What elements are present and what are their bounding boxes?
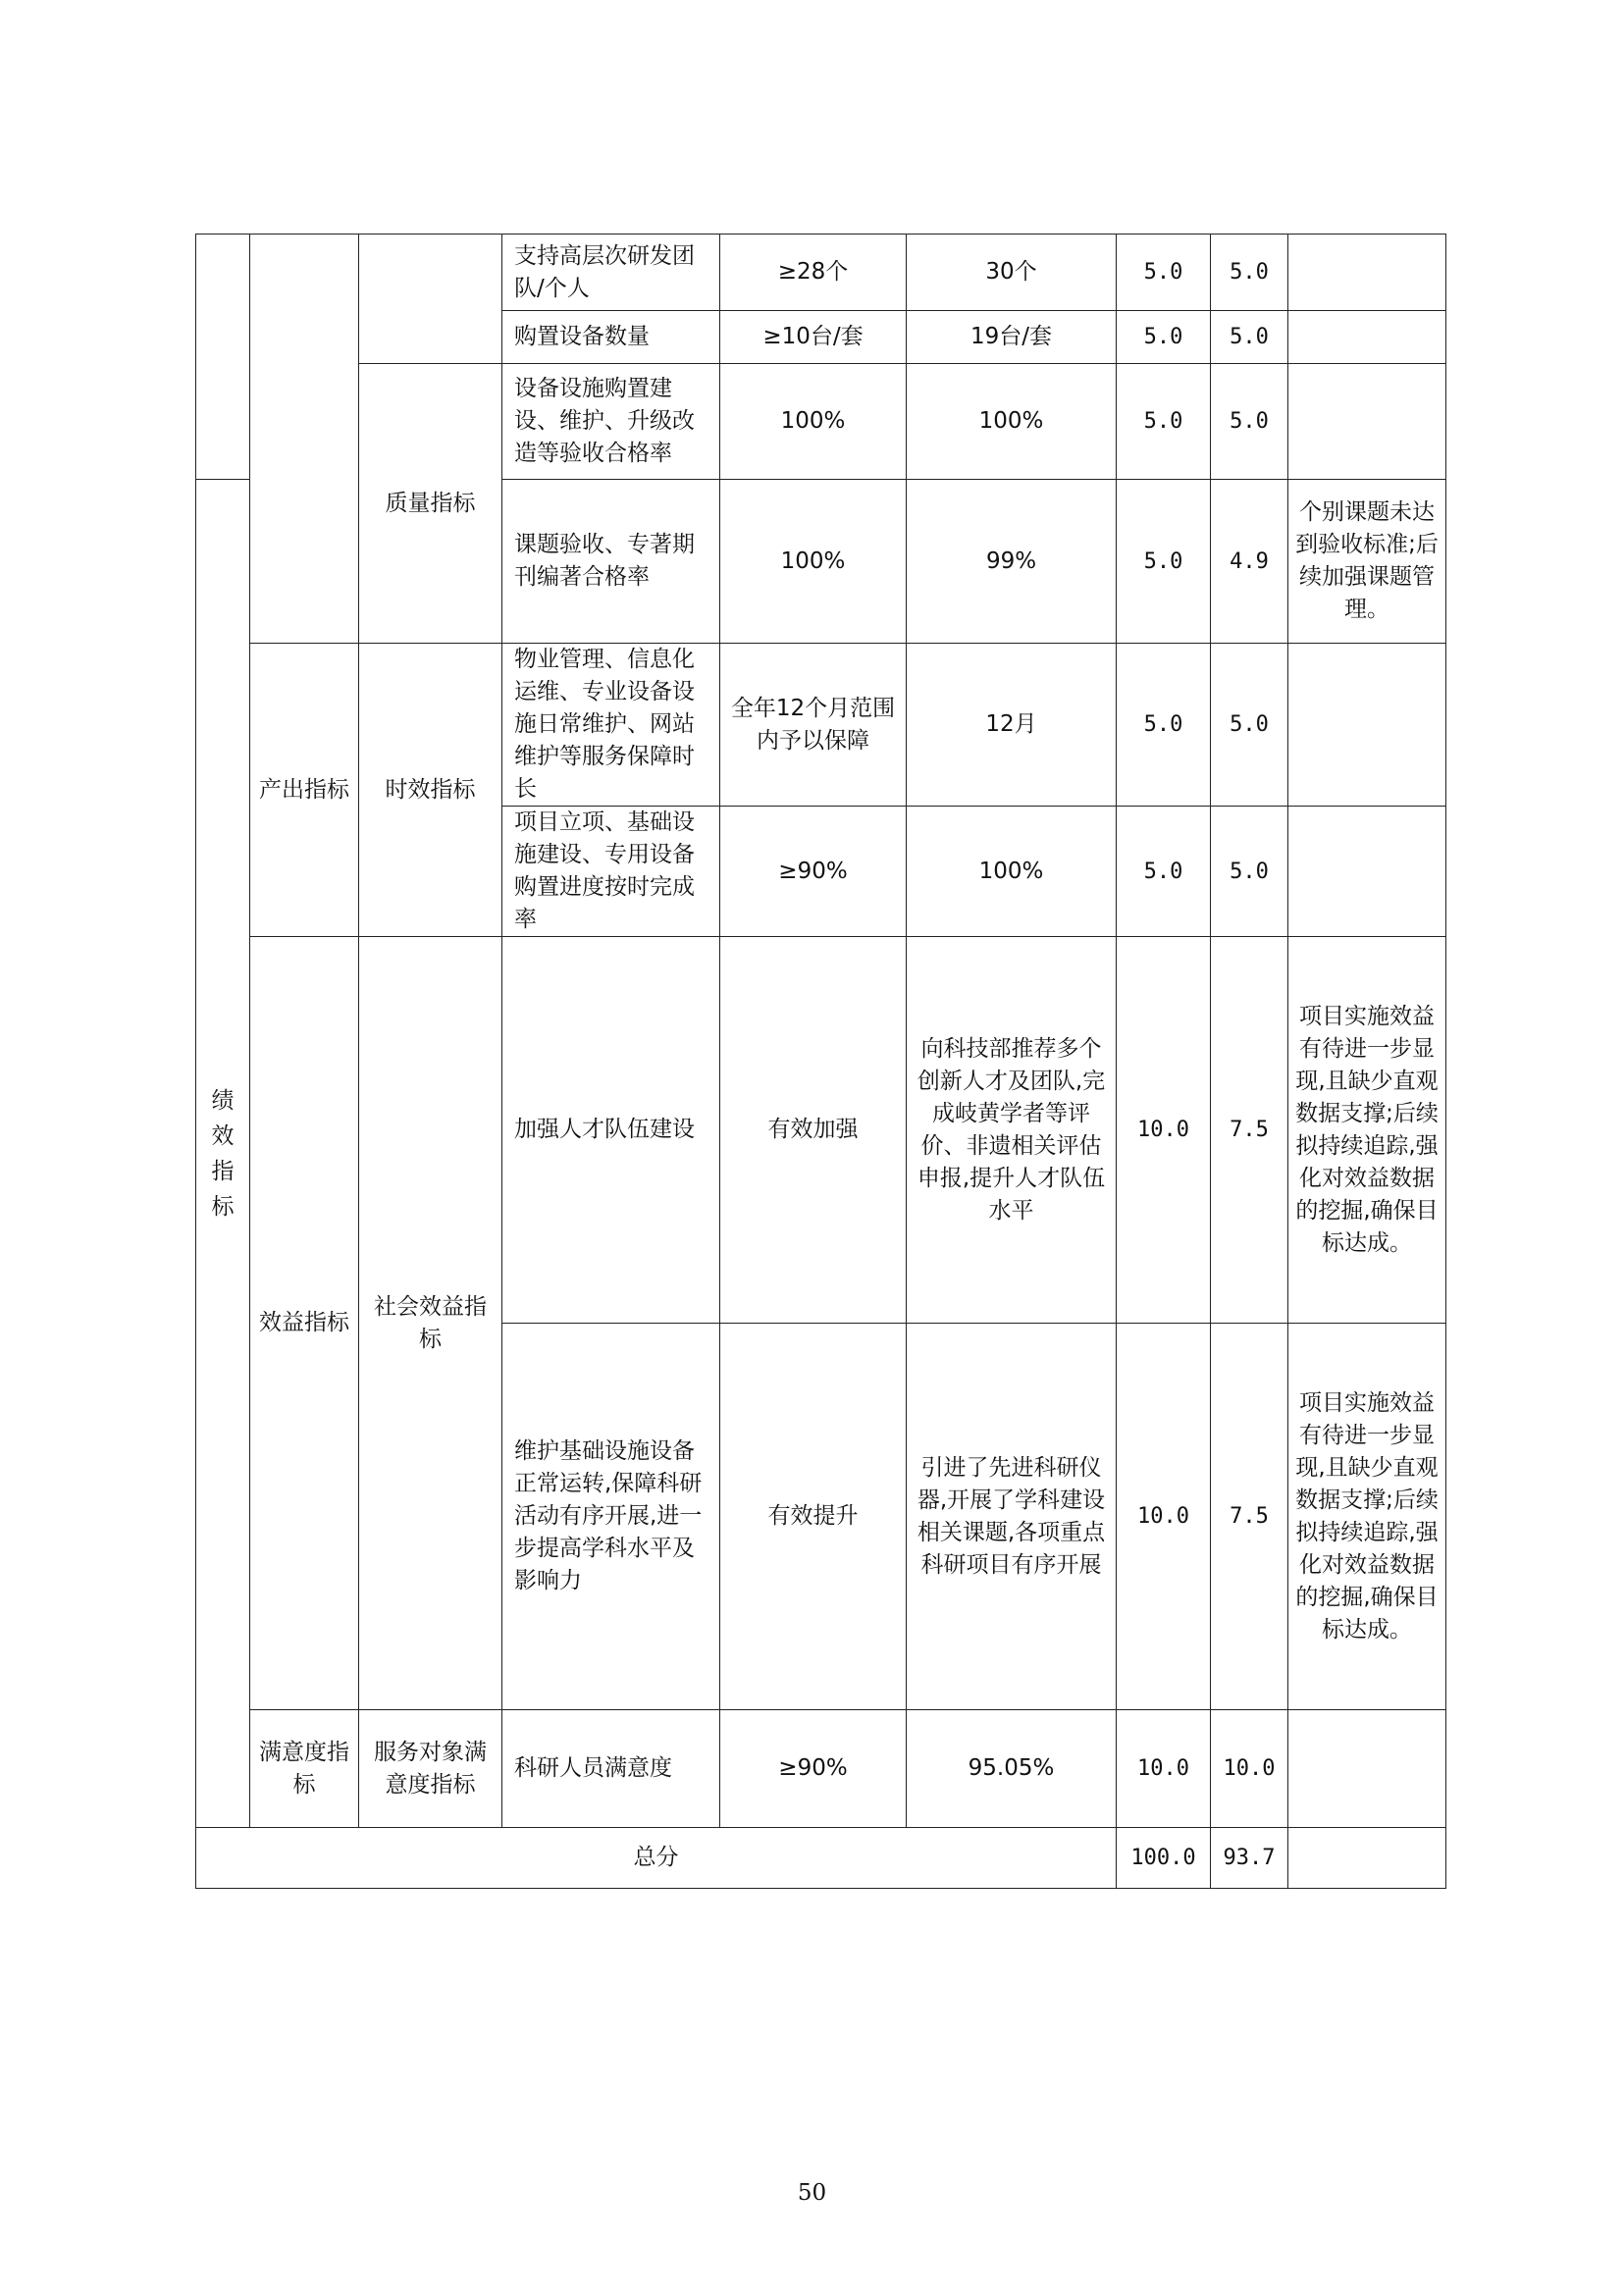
level2-output-cell: 产出指标 [250, 644, 359, 937]
total-label-cell: 总分 [196, 1828, 1117, 1889]
note-cell [1288, 807, 1446, 937]
actual-cell: 19台/套 [907, 311, 1117, 364]
actual-cell: 向科技部推荐多个创新人才及团队,完成岐黄学者等评价、非遗相关评估申报,提升人才队伍水平 [907, 937, 1117, 1324]
note-cell [1288, 644, 1446, 807]
indicator-cell: 课题验收、专著期刊编著合格率 [502, 480, 720, 644]
level1-cell-continued [196, 235, 250, 480]
score-cell: 4.9 [1211, 480, 1288, 644]
target-cell: ≥28个 [720, 235, 907, 311]
level1-label-cell: 绩效指标 [196, 480, 250, 1828]
target-cell: ≥10台/套 [720, 311, 907, 364]
total-note-cell [1288, 1828, 1446, 1889]
indicator-cell: 加强人才队伍建设 [502, 937, 720, 1324]
table-row [196, 364, 1446, 480]
performance-indicator-table [195, 234, 1446, 1889]
weight-cell: 10.0 [1117, 937, 1211, 1324]
level2-cell-continued [250, 235, 359, 644]
level3-timeliness-cell: 时效指标 [359, 644, 502, 937]
target-cell: 有效提升 [720, 1324, 907, 1710]
actual-cell: 95.05% [907, 1710, 1117, 1828]
weight-cell: 10.0 [1117, 1324, 1211, 1710]
table-row [196, 937, 1446, 1324]
score-cell: 7.5 [1211, 937, 1288, 1324]
weight-cell: 10.0 [1117, 1710, 1211, 1828]
actual-cell: 引进了先进科研仪器,开展了学科建设相关课题,各项重点科研项目有序开展 [907, 1324, 1117, 1710]
indicator-cell: 购置设备数量 [502, 311, 720, 364]
score-cell: 10.0 [1211, 1710, 1288, 1828]
weight-cell: 5.0 [1117, 480, 1211, 644]
weight-cell: 5.0 [1117, 807, 1211, 937]
indicator-cell: 维护基础设施设备正常运转,保障科研活动有序开展,进一步提高学科水平及影响力 [502, 1324, 720, 1710]
actual-cell: 12月 [907, 644, 1117, 807]
score-cell: 5.0 [1211, 807, 1288, 937]
note-cell [1288, 235, 1446, 311]
actual-cell: 99% [907, 480, 1117, 644]
indicator-cell: 科研人员满意度 [502, 1710, 720, 1828]
target-cell: ≥90% [720, 1710, 907, 1828]
level3-social-cell: 社会效益指标 [359, 937, 502, 1710]
note-cell [1288, 1710, 1446, 1828]
score-cell: 5.0 [1211, 235, 1288, 311]
target-cell: ≥90% [720, 807, 907, 937]
table-row [196, 644, 1446, 807]
score-cell: 5.0 [1211, 311, 1288, 364]
note-cell: 项目实施效益有待进一步显现,且缺少直观数据支撑;后续拟持续追踪,强化对效益数据的挖掘,确保目标达成。 [1288, 937, 1446, 1324]
table-row [196, 1710, 1446, 1828]
target-cell: 100% [720, 480, 907, 644]
score-cell: 5.0 [1211, 364, 1288, 480]
level3-service-cell: 服务对象满意度指标 [359, 1710, 502, 1828]
indicator-cell: 设备设施购置建设、维护、升级改造等验收合格率 [502, 364, 720, 480]
actual-cell: 100% [907, 807, 1117, 937]
indicator-cell: 项目立项、基础设施建设、专用设备购置进度按时完成率 [502, 807, 720, 937]
level2-benefit-cell: 效益指标 [250, 937, 359, 1710]
level2-satisfaction-cell: 满意度指标 [250, 1710, 359, 1828]
weight-cell: 5.0 [1117, 644, 1211, 807]
note-cell [1288, 364, 1446, 480]
table-row [196, 235, 1446, 311]
total-score-cell: 93.7 [1211, 1828, 1288, 1889]
note-cell: 个别课题未达到验收标准;后续加强课题管理。 [1288, 480, 1446, 644]
weight-cell: 5.0 [1117, 364, 1211, 480]
level3-quality-cell: 质量指标 [359, 364, 502, 644]
indicator-cell: 物业管理、信息化运维、专业设备设施日常维护、网站维护等服务保障时长 [502, 644, 720, 807]
note-cell: 项目实施效益有待进一步显现,且缺少直观数据支撑;后续拟持续追踪,强化对效益数据的挖掘,确保目标达成。 [1288, 1324, 1446, 1710]
target-cell: 有效加强 [720, 937, 907, 1324]
page-number: 50 [797, 2180, 827, 2206]
total-row [196, 1828, 1446, 1889]
weight-cell: 5.0 [1117, 311, 1211, 364]
actual-cell: 100% [907, 364, 1117, 480]
score-cell: 7.5 [1211, 1324, 1288, 1710]
score-cell: 5.0 [1211, 644, 1288, 807]
weight-cell: 5.0 [1117, 235, 1211, 311]
target-cell: 全年12个月范围内予以保障 [720, 644, 907, 807]
target-cell: 100% [720, 364, 907, 480]
note-cell [1288, 311, 1446, 364]
total-weight-cell: 100.0 [1117, 1828, 1211, 1889]
indicator-cell: 支持高层次研发团队/个人 [502, 235, 720, 311]
actual-cell: 30个 [907, 235, 1117, 311]
level3-cell-continued [359, 235, 502, 364]
